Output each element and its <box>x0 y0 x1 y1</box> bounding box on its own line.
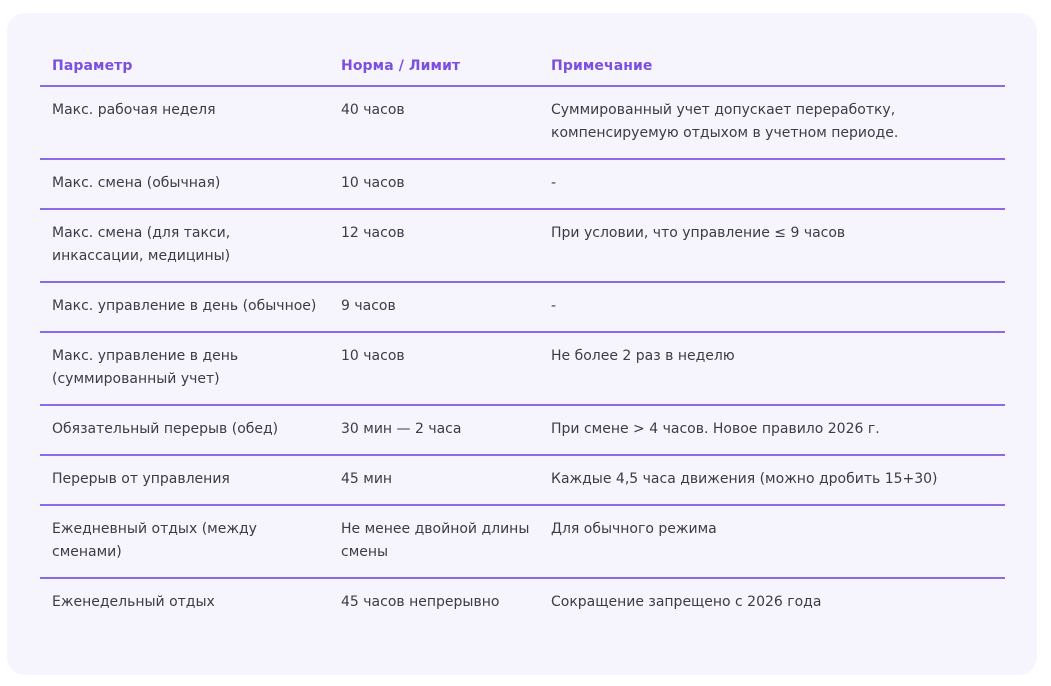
cell-norm: 12 часов <box>329 209 539 282</box>
cell-note: Сокращение запрещено с 2026 года <box>551 594 822 610</box>
cell-parameter: Еженедельный отдых <box>52 594 215 610</box>
cell-note: - <box>539 159 1005 209</box>
cell-parameter: Обязательный перерыв (обед) <box>40 405 329 455</box>
table-row <box>40 159 1005 209</box>
cell-note: При условии, что управление ≤ 9 часов <box>539 209 1005 282</box>
cell-norm: 10 часов <box>329 159 539 209</box>
header-parameter: Параметр <box>40 47 329 86</box>
cell-norm: 10 часов <box>329 332 539 405</box>
cell-parameter: Макс. управление в день (суммированный учет) <box>40 332 329 405</box>
work-rest-norms-table <box>40 47 1005 627</box>
cell-note: Для обычного режима <box>539 505 1005 578</box>
cell-parameter: Макс. смена (для такси, инкассации, медицины) <box>40 209 329 282</box>
cell-norm: 9 часов <box>329 282 539 332</box>
header-norm-limit: Норма / Лимит <box>329 47 539 86</box>
cell-parameter: Макс. управление в день (обычное) <box>40 282 329 332</box>
cell-note: Не более 2 раз в неделю <box>539 332 1005 405</box>
cell-note: Каждые 4,5 часа движения (можно дробить 15+30) <box>539 455 1005 505</box>
table-row <box>40 505 1005 578</box>
table-row <box>40 405 1005 455</box>
cell-parameter: Макс. рабочая неделя <box>40 86 329 159</box>
cell-norm: 30 мин — 2 часа <box>329 405 539 455</box>
cell-norm: 45 часов непрерывно <box>341 594 500 610</box>
cell-norm: 45 мин <box>329 455 539 505</box>
header-note: Примечание <box>539 47 1005 86</box>
table-card <box>7 13 1037 675</box>
cell-note: Суммированный учет допускает переработку, компенсируемую отдыхом в учетном периоде. <box>539 86 1005 159</box>
table-row <box>40 209 1005 282</box>
cell-norm: Не менее двойной длины смены <box>329 505 539 578</box>
cell-parameter: Перерыв от управления <box>40 455 329 505</box>
cell-parameter: Макс. смена (обычная) <box>40 159 329 209</box>
table-row <box>40 86 1005 159</box>
table-header-row <box>40 47 1005 86</box>
cell-note: При смене > 4 часов. Новое правило 2026 г. <box>539 405 1005 455</box>
table-row <box>40 282 1005 332</box>
cell-note: - <box>539 282 1005 332</box>
table-row <box>40 578 1005 627</box>
cell-norm: 40 часов <box>329 86 539 159</box>
table-row <box>40 455 1005 505</box>
table-row <box>40 332 1005 405</box>
cell-parameter: Ежедневный отдых (между сменами) <box>40 505 329 578</box>
